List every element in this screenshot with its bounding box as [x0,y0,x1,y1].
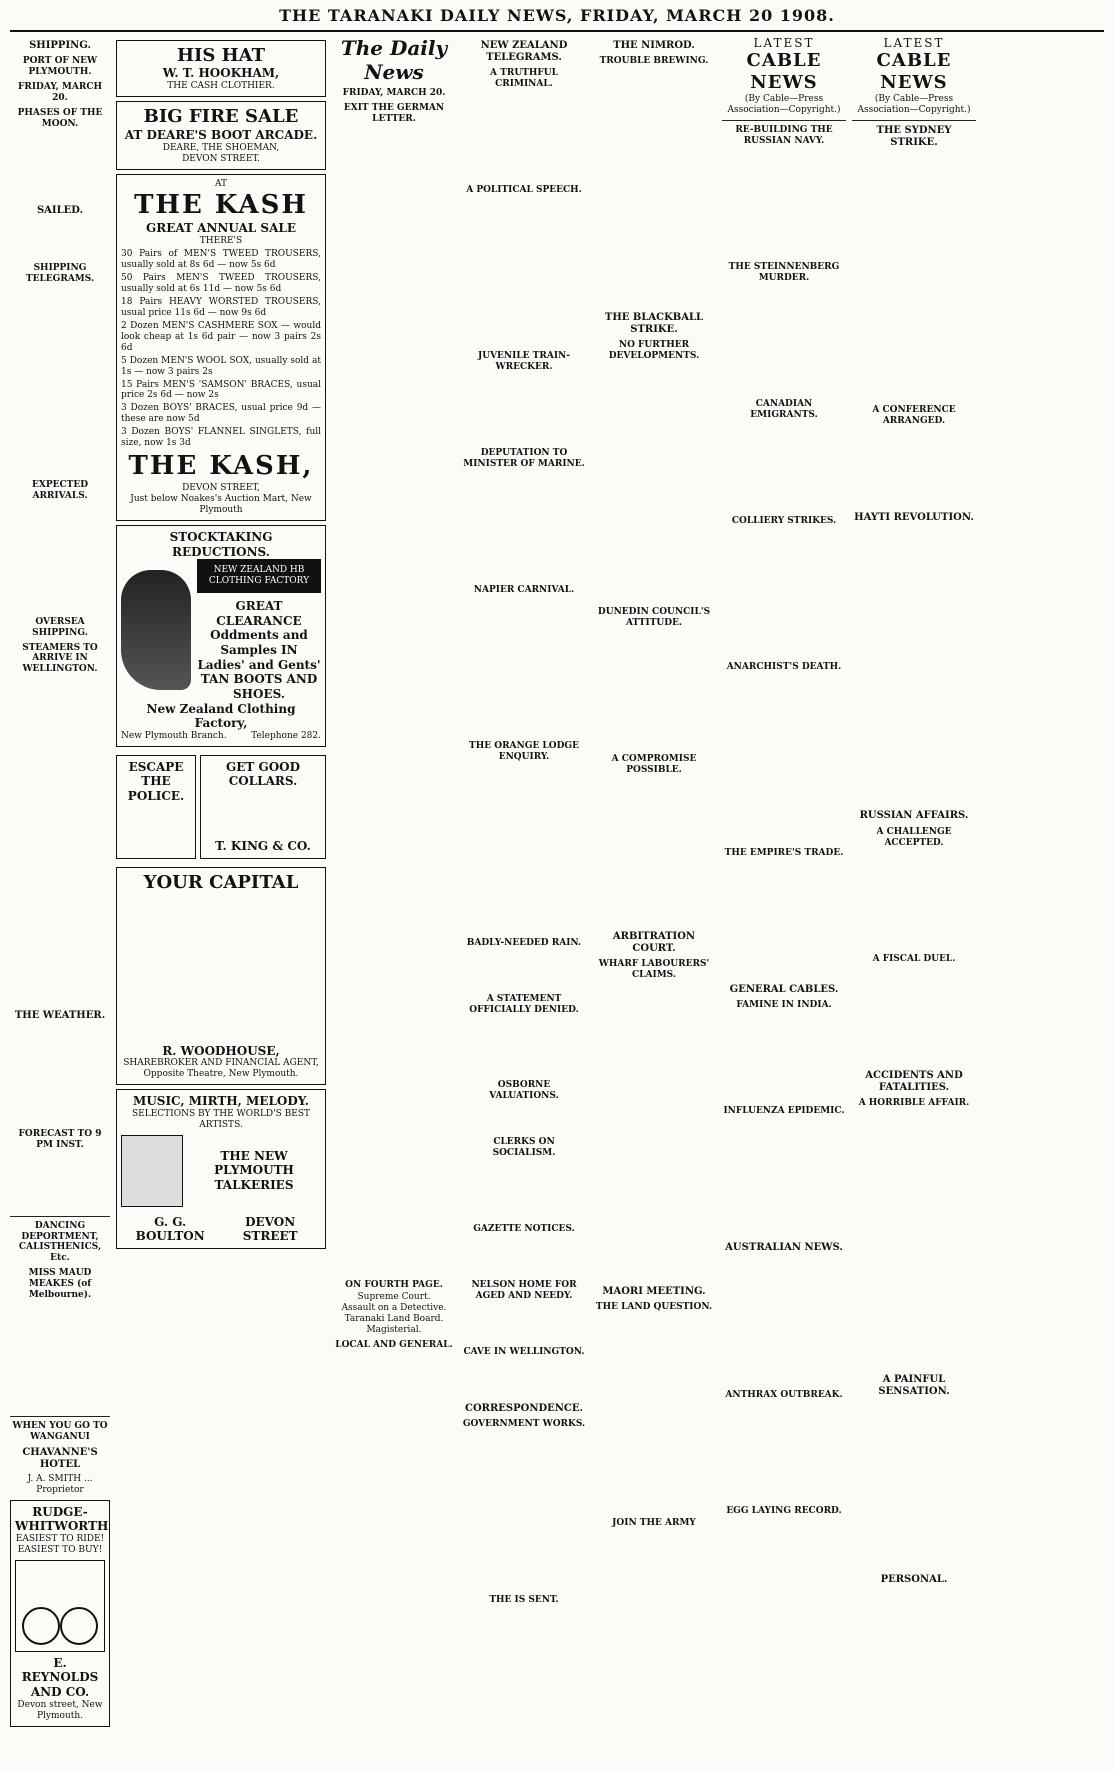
fourth-page-item: Assault on a Detective. [341,1303,447,1314]
kash-item: 30 Pairs of MEN'S TWEED TROUSERS, usually sold at 8s 6d — now 5s 6d [121,248,321,270]
cable2-h7: A PAINFUL SENSATION. [878,1373,950,1398]
correspondence-sub: GOVERNMENT WORKS. [462,1419,586,1430]
factory-branch: New Plymouth Branch. [121,730,227,741]
music-sub: SELECTIONS BY THE WORLD'S BEST ARTISTS. [132,1108,310,1130]
leader-body [332,126,456,1276]
army-heading: JOIN THE ARMY [612,1518,696,1529]
hat-ad [116,40,326,98]
cable2-h4-sub: A CHALLENGE ACCEPTED. [876,826,952,848]
boulton-address: DEVON STREET [242,1214,298,1244]
woodhouse-address: Opposite Theatre, New Plymouth. [143,1069,299,1080]
dancing-heading: DANCING DEPORTMENT, CALISTHENICS, Etc. [18,1220,102,1264]
bike-tagline: EASIEST TO RIDE! EASIEST TO BUY! [15,1533,105,1555]
fire-sale-title: BIG FIRE SALE [143,106,299,128]
cable-sub-1: (By Cable—Press Association—Copyright.) [727,94,841,116]
telegram-h9: OSBORNE VALUATIONS. [489,1080,559,1102]
cable-h6: THE EMPIRE'S TRADE. [724,847,844,858]
cable-h7: GENERAL CABLES. [729,983,839,995]
sailed-text [10,219,110,259]
steamers-text [10,676,110,1006]
talkeries-ad [116,1089,326,1249]
capital-title: YOUR CAPITAL [143,871,299,893]
hat-title: HIS HAT [176,44,266,66]
cable2-h2: A CONFERENCE ARRANGED. [872,405,956,427]
cable2-h6-sub: A HORRIBLE AFFAIR. [858,1097,970,1108]
music-title: MUSIC, MIRTH, MELODY. [133,1094,309,1109]
correspondence-heading: CORRESPONDENCE. [464,1403,583,1415]
moon-table [10,131,110,201]
fire-sale-sub: AT DEARE'S BOOT ARCADE. [124,128,318,143]
column-nz-telegrams [462,36,586,1766]
arbitration-sub: WHARF LABOURERS' CLAIMS. [598,959,710,981]
telegram-h7: BADLY-NEEDED RAIN. [466,937,582,948]
fourth-page-list [332,1292,456,1336]
telegram-h12: NELSON HOME FOR AGED AND NEEDY. [471,1280,577,1302]
masthead: THE TARANAKI DAILY NEWS, FRIDAY, MARCH 20 1908. [10,6,1104,32]
steamers-heading: STEAMERS TO ARRIVE IN WELLINGTON. [22,642,98,675]
telegram-h4: DEPUTATION TO MINISTER OF MARINE. [463,447,585,469]
kash-item: 50 Pairs MEN'S TWEED TROUSERS, usually sold at 6s 11d — now 5s 6d [121,272,321,294]
kash-footer-street: DEVON STREET, [182,483,260,494]
reynolds-address: Devon street, New Plymouth. [17,1699,103,1721]
column-nimrod [592,36,716,1766]
fourth-page-item: Taranaki Land Board. [344,1314,444,1325]
telegram-h2: A POLITICAL SPEECH. [466,184,582,195]
escape-text: ESCAPE THE POLICE. [127,759,185,803]
fourth-page-heading: ON FOURTH PAGE. [345,1280,443,1291]
cable-latest-2: LATEST [883,35,945,50]
forecast-heading: FORECAST TO 9 PM INST. [18,1128,102,1150]
local-general-heading: LOCAL AND GENERAL. [335,1340,453,1351]
cable-h3: CANADIAN EMIGRANTS. [750,398,818,420]
telegram-h10: CLERKS ON SOCIALISM. [492,1137,556,1159]
is-sent-heading: THE IS SENT. [489,1595,559,1606]
telegram-h3: JUVENILE TRAIN-WRECKER. [477,350,571,372]
bike-ad [10,1500,110,1727]
fire-sale-address: DEVON STREET. [182,153,260,164]
shipping-heading: SHIPPING. [29,39,91,51]
hookham-name: W. T. HOOKHAM, [162,66,280,81]
cable-header-2 [852,36,976,116]
cable-h7-sub: FAMINE IN INDIA. [736,999,832,1010]
maori-sub: THE LAND QUESTION. [595,1302,713,1313]
kash-item: 3 Dozen BOYS' BRACES, usual price 9d — these are now 5d [121,403,321,425]
nimrod-sub: TROUBLE BREWING. [599,55,709,66]
weather-heading: THE WEATHER. [14,1010,106,1022]
clearance-text: GREAT CLEARANCE Oddments and Samples IN Ladies' and Gents' TAN BOOTS AND SHOES. [197,599,321,701]
column-cable-news-2 [852,36,976,1766]
kash-footer-location: Just below Noakes's Auction Mart, New Plymouth [130,494,312,515]
talkeries-title: THE NEW PLYMOUTH TALKERIES [214,1148,294,1192]
cable-header-1 [722,36,846,116]
nimrod-heading: THE NIMROD. [613,39,695,51]
cable-title-2: CABLE NEWS [876,50,952,94]
maori-heading: MAORI MEETING. [602,1286,706,1298]
overseas-heading: OVERSEA SHIPPING. [32,616,88,638]
sailed-heading: SAILED. [36,204,84,216]
kash-item: 15 Pairs MEN'S 'SAMSON' BRACES, usual price 2s 6d — now 2s [121,379,321,401]
weather-text [10,1025,110,1125]
collars-ad [200,755,326,859]
cable-latest-1: LATEST [753,35,815,50]
kash-theres: THERE'S [199,235,243,246]
telegram-h6: THE ORANGE LODGE ENQUIRY. [469,740,579,762]
fire-sale-ad [116,101,326,170]
cable-h2: THE STEINNENBERG MURDER. [728,261,840,283]
dancing-sub: MISS MAUD MEAKES (of Melbourne). [28,1268,92,1301]
hotel-proprietor: J. A. SMITH ... Proprietor [27,1473,93,1495]
dancing-text [10,1302,110,1412]
fourth-page-item: Magisterial. [366,1325,422,1336]
column-adverts [116,36,326,1766]
cable2-h4: RUSSIAN AFFAIRS. [859,810,969,822]
cable2-h8: PERSONAL. [880,1574,948,1586]
reynolds-name: E. REYNOLDS AND CO. [21,1655,99,1700]
woodhouse-sub: SHAREBROKER AND FINANCIAL AGENT, [123,1058,319,1069]
leader-heading: EXIT THE GERMAN LETTER. [343,103,445,125]
column-daily-news [332,36,456,1766]
arbitration-heading: ARBITRATION COURT. [612,930,696,955]
cable-sub-2: (By Cable—Press Association—Copyright.) [857,94,971,116]
telegram-h13: CAVE IN WELLINGTON. [463,1347,585,1358]
clothing-factory-ad [116,525,326,747]
collars-title: GET GOOD COLLARS. [225,759,301,789]
kash-sale: GREAT ANNUAL SALE [146,221,296,236]
boulton-name: G. G. BOULTON [135,1214,205,1244]
forecast-text [10,1152,110,1212]
telegrams-heading: SHIPPING TELEGRAMS. [25,262,95,284]
factory-telephone: Telephone 282. [251,730,321,741]
cable-h4: COLLIERY STRIKES. [731,515,837,526]
kash-item: 18 Pairs HEAVY WORSTED TROUSERS, usual price 11s 6d — now 9s 6d [121,296,321,318]
kash-item-list [121,249,321,449]
cable2-h6: ACCIDENTS AND FATALITIES. [865,1069,963,1093]
telegram-h8: A STATEMENT OFFICIALLY DENIED. [469,993,579,1015]
cable-h1: RE-BUILDING THE RUSSIAN NAVY. [735,124,833,146]
nz-telegrams-heading: NEW ZEALAND TELEGRAMS. [480,39,568,63]
moon-heading: PHASES OF THE MOON. [17,107,103,129]
kash-item: 5 Dozen MEN'S WOOL SOX, usually sold at 1s — now 3 pairs 2s [121,355,321,377]
telegram-h5: NAPIER CARNIVAL. [473,584,575,595]
daily-news-title: The Daily News [340,35,448,84]
cable-h5: ANARCHIST'S DEATH. [726,661,842,672]
stocktaking-title: STOCKTAKING REDUCTIONS. [169,529,273,559]
blackball-sub: NO FURTHER DEVELOPMENTS. [608,340,700,362]
fourth-page-item: Supreme Court. [357,1292,431,1303]
kash-footer: THE KASH, [128,451,314,482]
kash-title: THE KASH [134,189,308,220]
telegram-h1: A TRUTHFUL CRIMINAL. [490,67,558,89]
blackball-heading: THE BLACKBALL STRIKE. [604,311,704,335]
kash-at: AT [214,178,227,189]
bike-brand: RUDGE-WHITWORTH [15,1504,109,1534]
boot-illustration-icon [121,570,191,690]
cable-h11: EGG LAYING RECORD. [726,1505,842,1516]
kash-item: 3 Dozen BOYS' FLANNEL SINGLETS, full size, now 1s 3d [121,427,321,449]
king-name: T. KING & CO. [215,838,311,853]
edison-portrait-icon [121,1135,183,1207]
column-shipping [10,36,110,1766]
leader-date: FRIDAY, MARCH 20. [342,88,446,99]
cable-h9: AUSTRALIAN NEWS. [725,1241,843,1253]
cable2-h5: A FISCAL DUEL. [872,953,956,964]
bicycle-illustration-icon [15,1560,105,1652]
cable-title-1: CABLE NEWS [746,50,822,94]
column-cable-news-1 [722,36,846,1766]
wanganui-heading: WHEN YOU GO TO WANGANUI [12,1421,108,1443]
hotel-name: CHAVANNE'S HOTEL [22,1447,98,1471]
factory-name: New Zealand Clothing Factory, [146,701,296,731]
telegrams-text [10,286,110,476]
local-general-body [332,1352,456,1752]
cable2-h3: HAYTI REVOLUTION. [854,512,974,524]
escape-ad [116,755,196,859]
expected-heading: EXPECTED ARRIVALS. [32,479,88,501]
cable2-h1: THE SYDNEY STRIKE. [876,124,952,149]
capital-ad [116,867,326,1086]
cable-h10: ANTHRAX OUTBREAK. [725,1390,843,1401]
fire-sale-name: DEARE, THE SHOEMAN, [162,142,280,153]
columns [10,36,1104,1766]
kash-ad [116,174,326,521]
date-line: FRIDAY, MARCH 20. [17,81,103,103]
telegram-h11: GAZETTE NOTICES. [473,1224,575,1235]
woodhouse-name: R. WOODHOUSE, [162,1043,280,1058]
expected-text [10,503,110,613]
cable-h8: INFLUENZA EPIDEMIC. [723,1105,845,1116]
compromise-heading: A COMPROMISE POSSIBLE. [611,753,697,775]
hookham-sub: THE CASH CLOTHIER. [167,81,275,92]
hb-brand-logo: NEW ZEALAND HB CLOTHING FACTORY [197,559,321,593]
kash-item: 2 Dozen MEN'S CASHMERE SOX — would look cheap at 1s 6d pair — now 3 pairs 2s 6d [121,320,321,353]
dunedin-heading: DUNEDIN COUNCIL'S ATTITUDE. [597,606,711,628]
port-heading: PORT OF NEW PLYMOUTH. [22,55,98,77]
